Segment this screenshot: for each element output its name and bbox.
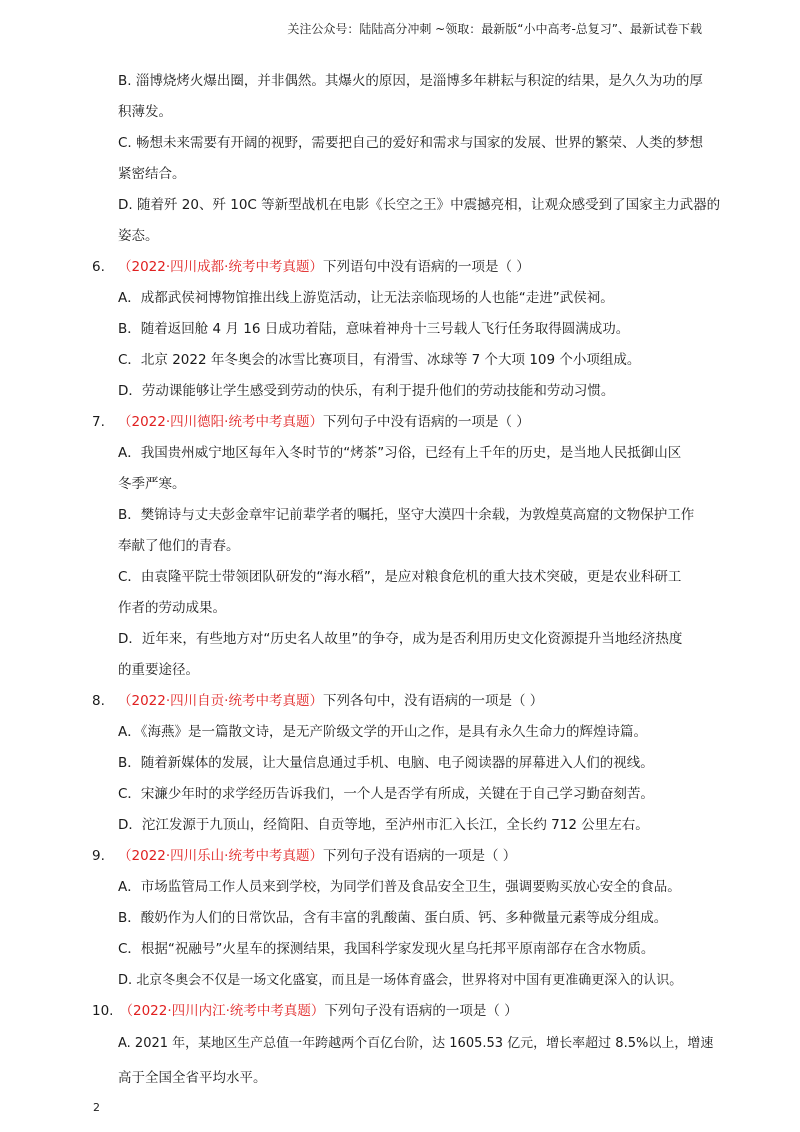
option-line: 积薄发。 [118, 104, 172, 120]
option-line: C. 畅想未来需要有开阔的视野，需要把自己的爱好和需求与国家的发展、世界的繁荣、人类的梦想 [118, 135, 704, 151]
question-6 [92, 252, 722, 283]
option-c-prev [118, 128, 722, 190]
option-line: 作者的劳动成果。 [118, 600, 226, 616]
q8-option-c: C．宋濂少年时的求学经历告诉我们，一个人是否学有所成，关键在于自己学习勤奋刻苦。 [118, 786, 654, 802]
option-line: C．由袁隆平院士带领团队研发的“海水稻”，是应对粮食危机的重大技术突破，更是农业科研工 [118, 569, 682, 585]
question-source: （2022·四川成都·统考中考真题） [118, 259, 323, 275]
option-line: 高于全国全省平均水平。 [118, 1070, 267, 1086]
q8-option-b: B．随着新媒体的发展，让大量信息通过手机、电脑、电子阅读器的屏幕进入人们的视线。 [118, 755, 654, 771]
question-9 [92, 841, 722, 872]
question-number: 6. [92, 259, 105, 275]
question-number: 9. [92, 848, 105, 864]
question-stem: 下列各句中，没有语病的一项是（ ） [322, 693, 544, 709]
q9-option-d: D. 北京冬奥会不仅是一场文化盛宴，而且是一场体育盛会，世界将对中国有更准确更深入的认识。 [118, 973, 683, 988]
option-line: 的重要途径。 [118, 662, 199, 678]
page-header: 关注公众号：陆陆高分冲刺 ~领取：最新版“小中高考-总复习”、最新试卷下载 [287, 22, 702, 36]
q7-option-b [118, 500, 722, 562]
option-line: B．樊锦诗与丈夫彭金章牢记前辈学者的嘱托，坚守大漠四十余载，为敦煌莫高窟的文物保护工作 [118, 507, 695, 523]
question-7 [92, 407, 722, 438]
question-source: （2022·四川内江·统考中考真题） [119, 1003, 325, 1019]
option-line: 紧密结合。 [118, 166, 186, 182]
q7-option-a [118, 438, 722, 500]
option-line: 冬季严寒。 [118, 476, 186, 492]
question-source: （2022·四川自贡·统考中考真题） [118, 693, 323, 709]
option-b-prev [118, 66, 722, 128]
option-line: B. 淄博烧烤火爆出圈，并非偶然。其爆火的原因，是淄博多年耕耘与积淀的结果，是久久为功的厚 [118, 73, 703, 89]
question-number: 10. [92, 1003, 114, 1019]
question-8 [92, 686, 722, 717]
q6-option-d: D．劳动课能够让学生感受到劳动的快乐，有利于提升他们的劳动技能和劳动习惯。 [118, 383, 615, 399]
option-line: A. 2021 年，某地区生产总值一年跨越两个百亿台阶，达 1605.53 亿元，增长率超过 8.5%以上，增速 [118, 1036, 714, 1051]
question-source: （2022·四川德阳·统考中考真题） [118, 414, 323, 430]
q6-option-c: C．北京 2022 年冬奥会的冰雪比赛项目，有滑雪、冰球等 7 个大项 109 个小项组成。 [118, 352, 641, 368]
page-number: 2 [93, 1101, 100, 1114]
question-10 [92, 996, 722, 1027]
option-line: A．我国贵州威宁地区每年入冬时节的“烤茶”习俗，已经有上千年的历史，是当地人民抵御山区 [118, 445, 682, 461]
question-number: 7. [92, 414, 105, 430]
question-stem: 下列句子中没有语病的一项是（ ） [322, 414, 530, 430]
option-line: 姿态。 [118, 228, 159, 244]
q9-option-b: B．酸奶作为人们的日常饮品，含有丰富的乳酸菌、蛋白质、钙、多种微量元素等成分组成。 [118, 910, 668, 926]
q7-option-c [118, 562, 722, 624]
question-number: 8. [92, 693, 105, 709]
option-line: D．近年来，有些地方对“历史名人故里”的争夺，成为是否利用历史文化资源提升当地经济热度 [118, 631, 683, 647]
question-stem: 下列句子没有语病的一项是（ ） [324, 1003, 518, 1019]
option-line: 奉献了他们的青春。 [118, 538, 240, 554]
q6-option-a: A．成都武侯祠博物馆推出线上游览活动，让无法亲临现场的人也能“走进”武侯祠。 [118, 290, 614, 306]
q6-option-b: B．随着返回舱 4 月 16 日成功着陆，意味着神舟十三号载人飞行任务取得圆满成功。 [118, 321, 630, 337]
q8-option-a: A．《海燕》是一篇散文诗，是无产阶级文学的开山之作，是具有永久生命力的辉煌诗篇。 [118, 724, 647, 740]
question-source: （2022·四川乐山·统考中考真题） [118, 848, 323, 864]
q8-option-d: D．沱江发源于九顶山，经简阳、自贡等地，至泸州市汇入长江，全长约 712 公里左右。 [118, 817, 649, 833]
option-line: D. 随着歼 20、歼 10C 等新型战机在电影《长空之王》中震撼亮相，让观众感受到了国家主力武器的 [118, 197, 721, 213]
question-stem: 下列语句中没有语病的一项是（ ） [322, 259, 530, 275]
document-body [92, 66, 722, 1095]
option-d-prev [118, 190, 722, 252]
q7-option-d [118, 624, 722, 686]
q9-option-a: A．市场监管局工作人员来到学校，为同学们普及食品安全卫生，强调要购买放心安全的食品。 [118, 879, 681, 895]
question-stem: 下列句子没有语病的一项是（ ） [322, 848, 517, 864]
q9-option-c: C．根据“祝融号”火星车的探测结果，我国科学家发现火星乌托邦平原南部存在含水物质。 [118, 941, 655, 957]
q10-option-a [118, 1027, 722, 1095]
